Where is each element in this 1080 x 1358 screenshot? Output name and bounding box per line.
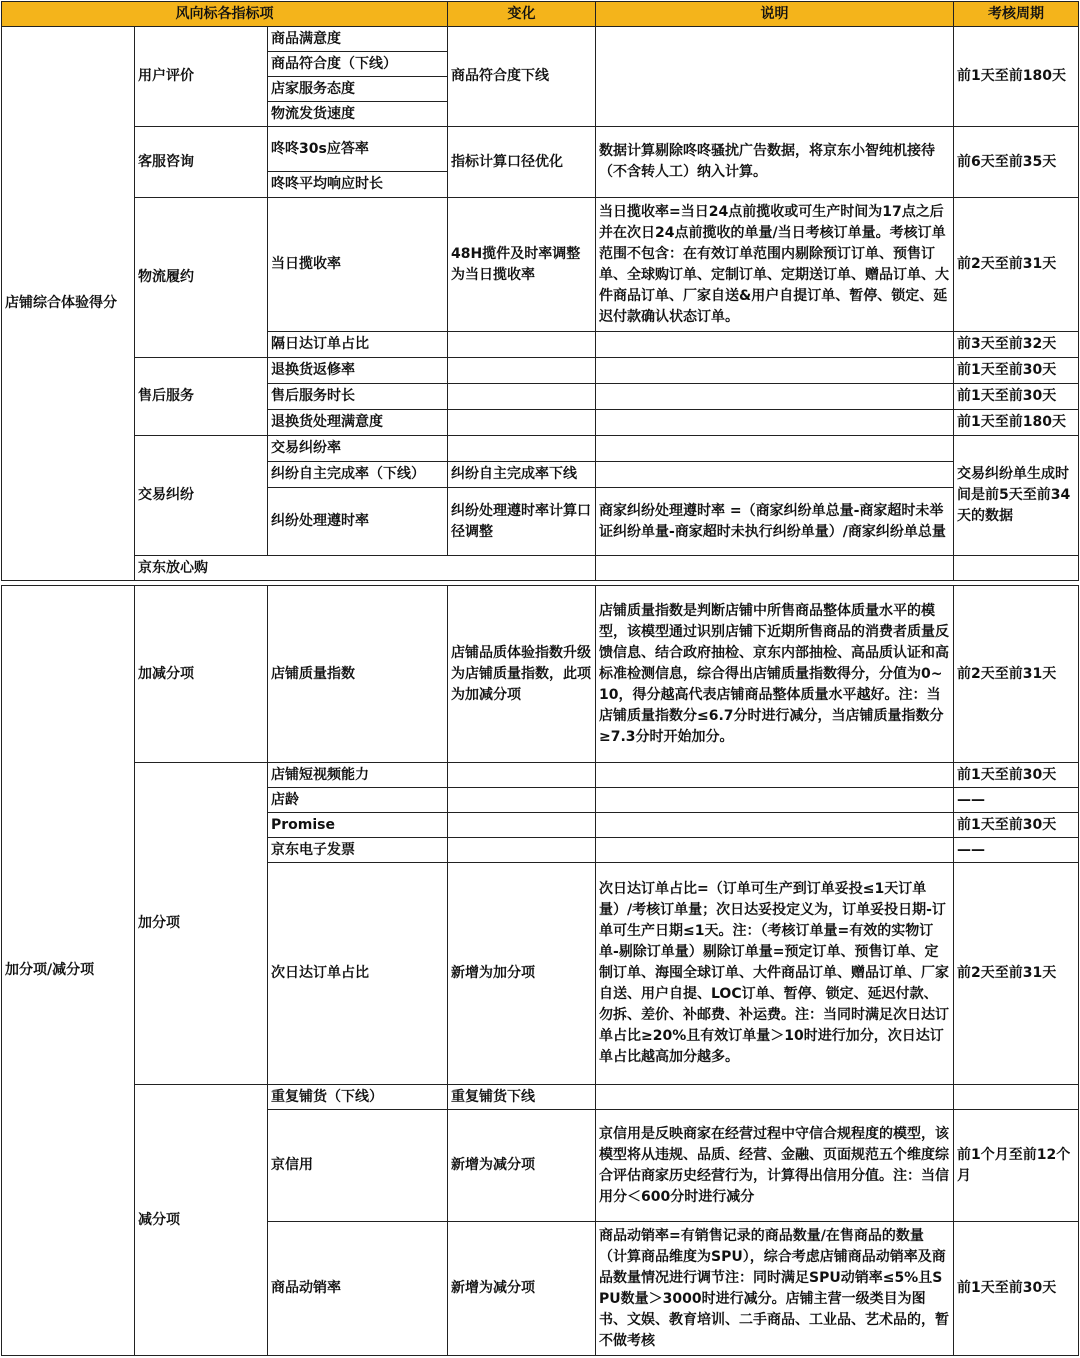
description-cell: 商品动销率=有销售记录的商品数量/在售商品的数量（计算商品维度为SPU），综合考虑店铺商品动销率及商品数量情况进行调节注：同时满足SPU动销率≤5%且SPU数量＞3000时进行减分。店铺主营一级类目为图书、文娱、教育培训、二手商品、工业品、艺术品的，暂不做考核 [596,1222,954,1356]
group-dispute: 交易纠纷 [135,436,268,556]
header-change: 变化 [448,2,596,27]
metric-cell: 退换货处理满意度 [268,410,448,436]
metric-cell: 店龄 [268,788,448,813]
metric-cell: 店家服务态度 [268,77,448,102]
metric-cell: 当日揽收率 [268,198,448,332]
change-cell: 指标计算口径优化 [448,127,596,198]
period-cell: 前1个月至前12个月 [954,1110,1079,1222]
change-cell [448,788,596,813]
change-cell: 纠纷自主完成率下线 [448,462,596,488]
table-row [2,436,1079,462]
description-cell: 当日揽收率=当日24点前揽收或可生产时间为17点之后并在次日24点前揽收的单量/当日考核订单量。考核订单范围不包含：在有效订单范围内剔除预订订单、预售订单、全球购订单、定制订单、定期送订单、赠品订单、大件商品订单、厂家自送&用户自提订单、暂停、锁定、延迟付款确认状态订单。 [596,198,954,332]
period-cell: 前6天至前35天 [954,127,1079,198]
header-row [2,2,1079,27]
description-cell [596,410,954,436]
period-cell: 前3天至前32天 [954,332,1079,358]
change-cell [448,838,596,863]
metric-cell: 店铺短视频能力 [268,763,448,788]
description-cell: 数据计算剔除咚咚骚扰广告数据，将京东小智纯机接待（不含转人工）纳入计算。 [596,127,954,198]
group-plus: 加分项 [135,763,268,1085]
indicator-table [1,1,1079,581]
table-row [2,127,1079,172]
description-cell [596,332,954,358]
change-cell: 新增为减分项 [448,1110,596,1222]
period-cell: 前1天至前30天 [954,1222,1079,1356]
description-cell [596,763,954,788]
change-cell: 新增为加分项 [448,863,596,1085]
description-cell [596,813,954,838]
description-cell [596,436,954,462]
metric-cell: 咚咚30s应答率 [268,127,448,172]
table-row [2,586,1079,763]
period-cell: 前2天至前31天 [954,198,1079,332]
period-cell: —— [954,788,1079,813]
metric-cell: 纠纷自主完成率（下线） [268,462,448,488]
group-logistics: 物流履约 [135,198,268,358]
metric-cell: 次日达订单占比 [268,863,448,1085]
description-cell: 次日达订单占比=（订单可生产到订单妥投≤1天订单量）/考核订单量；次日达妥投定义为，订单妥投日期-订单可生产日期≤1天。注：（考核订单量=有效的实物订单-剔除订单量）剔除订单量=预定订单、预售订单、定制订单、海囤全球订单、大件商品订单、赠品订单、厂家自送、用户自提、LOC订单、暂停、锁定、延迟付款、勿拆、差价、补邮费、补运费。注：当同时满足次日达订单占比≥20%且有效订单量＞10时进行加分，次日达订单占比越高加分越多。 [596,863,954,1085]
change-cell: 新增为减分项 [448,1222,596,1356]
description-cell: 京信用是反映商家在经营过程中守信合规程度的模型，该模型将从违规、品质、经营、金融、页面规范五个维度综合评估商家历史经营行为，计算得出信用分值。注：当信用分＜600分时进行减分 [596,1110,954,1222]
change-cell [448,384,596,410]
group-user-review: 用户评价 [135,27,268,127]
period-cell: 前1天至前30天 [954,358,1079,384]
change-cell [448,332,596,358]
description-cell [954,556,1079,581]
period-cell: 前1天至前30天 [954,384,1079,410]
metric-cell: 京信用 [268,1110,448,1222]
change-cell: 48H揽件及时率调整为当日揽收率 [448,198,596,332]
header-description: 说明 [596,2,954,27]
metric-cell: 隔日达订单占比 [268,332,448,358]
period-cell [954,1085,1079,1110]
bonus-table [1,585,1079,1356]
description-cell [596,788,954,813]
period-cell: 前2天至前31天 [954,586,1079,763]
change-cell [448,763,596,788]
table-row [2,1085,1079,1110]
period-cell: 前2天至前31天 [954,863,1079,1085]
table-row [2,556,1079,581]
description-cell [596,27,954,127]
metric-cell: 商品符合度（下线） [268,52,448,77]
change-cell [448,358,596,384]
description-cell [596,384,954,410]
section-jd-reassure: 京东放心购 [135,556,596,581]
change-cell [448,813,596,838]
description-cell: 商家纠纷处理遵时率 =（商家纠纷单总量-商家超时未举证纠纷单量-商家超时未执行纠纷单量）/商家纠纷单总量 [596,488,954,556]
period-cell: 前1天至前30天 [954,763,1079,788]
period-cell: —— [954,838,1079,863]
table-row [2,358,1079,384]
change-cell [448,436,596,462]
description-cell: 店铺质量指数是判断店铺中所售商品整体质量水平的模型，该模型通过识别店铺下近期所售商品的消费者质量反馈信息、结合政府抽检、京东内部抽检、高品质认证和高标准检测信息，综合得出店铺质量指数得分，分值为0~10，得分越高代表店铺商品整体质量水平越好。注：当店铺质量指数分≤6.7分时进行减分，当店铺质量指数分≥7.3分时开始加分。 [596,586,954,763]
change-cell: 商品符合度下线 [448,27,596,127]
header-indicators: 风向标各指标项 [2,2,448,27]
description-cell [596,1085,954,1110]
metric-cell: 物流发货速度 [268,102,448,127]
group-minus: 减分项 [135,1085,268,1356]
metric-cell: 售后服务时长 [268,384,448,410]
change-cell [596,556,954,581]
metric-cell: 交易纠纷率 [268,436,448,462]
change-cell [448,410,596,436]
section-bonus-penalty: 加分项/减分项 [2,586,135,1356]
description-cell [596,838,954,863]
description-cell [596,462,954,488]
change-cell: 纠纷处理遵时率计算口径调整 [448,488,596,556]
table-row [2,763,1079,788]
metric-cell: 纠纷处理遵时率 [268,488,448,556]
metric-cell: Promise [268,813,448,838]
change-cell: 店铺品质体验指数升级为店铺质量指数，此项为加减分项 [448,586,596,763]
metric-cell: 咚咚平均响应时长 [268,172,448,198]
metric-cell: 重复铺货（下线） [268,1085,448,1110]
table-row [2,27,1079,52]
period-cell: 前1天至前30天 [954,813,1079,838]
description-cell [596,358,954,384]
metric-cell: 商品动销率 [268,1222,448,1356]
period-cell: 交易纠纷单生成时间是前5天至前34天的数据 [954,436,1079,556]
group-after-sales: 售后服务 [135,358,268,436]
header-period: 考核周期 [954,2,1079,27]
metric-cell: 商品满意度 [268,27,448,52]
group-customer-service: 客服咨询 [135,127,268,198]
metric-cell: 店铺质量指数 [268,586,448,763]
metric-cell: 退换货返修率 [268,358,448,384]
period-cell: 前1天至前180天 [954,27,1079,127]
group-plus-minus: 加减分项 [135,586,268,763]
change-cell: 重复铺货下线 [448,1085,596,1110]
table-row [2,198,1079,332]
section-store-experience: 店铺综合体验得分 [2,27,135,581]
period-cell: 前1天至前180天 [954,410,1079,436]
metric-cell: 京东电子发票 [268,838,448,863]
